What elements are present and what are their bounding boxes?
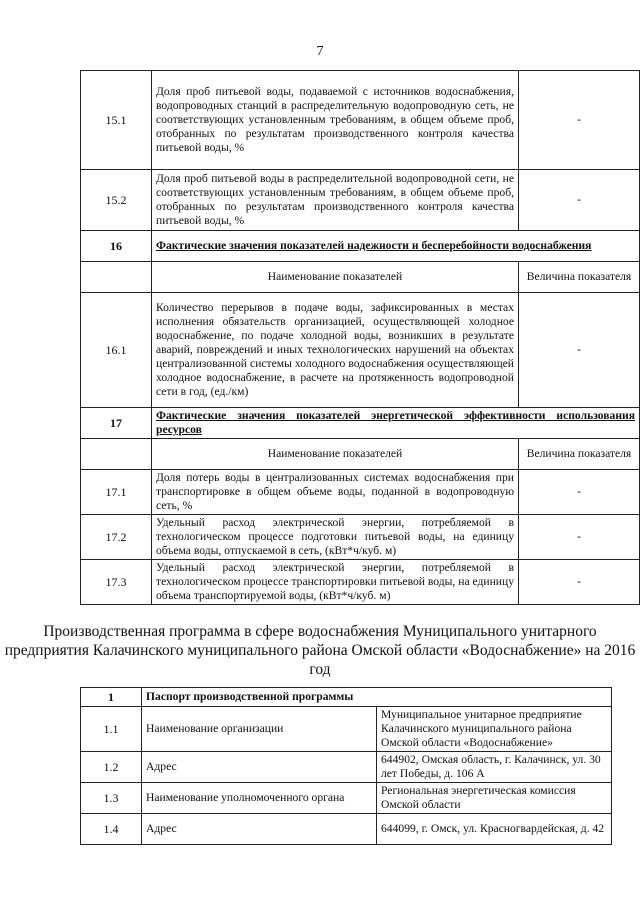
- section-number: 1: [81, 688, 142, 707]
- field-name: Наименование организации: [142, 707, 377, 752]
- section-number: 17: [81, 408, 152, 439]
- indicator-value: -: [519, 170, 640, 231]
- column-header-row: [81, 439, 640, 470]
- table-row: [81, 515, 640, 560]
- program-passport-table: [80, 687, 612, 845]
- section-title: Фактические значения показателей энергетической эффективности использования ресурсов: [152, 408, 640, 439]
- column-header-row: [81, 262, 640, 293]
- section-header-row: [81, 688, 612, 707]
- table-row: [81, 752, 612, 783]
- section-title: Фактические значения показателей надежности и бесперебойности водоснабжения: [152, 231, 640, 262]
- indicator-name: Удельный расход электрической энергии, потребляемой в технологическом процессе подготовки питьевой воды, на единицу объема воды, отпускаемой в сеть, (кВт*ч/куб. м): [152, 515, 519, 560]
- table-row: [81, 170, 640, 231]
- field-value: 644902, Омская область, г. Калачинск, ул. 30 лет Победы, д. 106 А: [377, 752, 612, 783]
- row-number: 1.4: [81, 814, 142, 845]
- table-row: [81, 71, 640, 170]
- table-row: [81, 814, 612, 845]
- row-number: 17.3: [81, 560, 152, 605]
- indicator-name: Доля проб питьевой воды, подаваемой с источников водоснабжения, водопроводных станций в распределительную водопроводную сеть, не соответствующих установленным требованиям, в общем объеме проб, отобранных по результатам производственного контроля качества питьевой воды, %: [152, 71, 519, 170]
- indicator-name: Доля потерь воды в централизованных системах водоснабжения при транспортировке в общем объеме воды, поданной в водопроводную сеть, %: [152, 470, 519, 515]
- column-header-value: Величина показателя: [519, 439, 640, 470]
- indicator-value: -: [519, 470, 640, 515]
- indicators-table: [80, 70, 640, 605]
- row-number: 15.1: [81, 71, 152, 170]
- column-header-name: Наименование показателей: [152, 262, 519, 293]
- table-row: [81, 293, 640, 408]
- row-number: 15.2: [81, 170, 152, 231]
- table-row: [81, 560, 640, 605]
- field-value: 644099, г. Омск, ул. Красногвардейская, д. 42: [377, 814, 612, 845]
- field-value: Муниципальное унитарное предприятие Калачинского муниципального района Омской области «Водоснабжение»: [377, 707, 612, 752]
- row-number: 1.3: [81, 783, 142, 814]
- field-name: Адрес: [142, 752, 377, 783]
- field-name: Наименование уполномоченного органа: [142, 783, 377, 814]
- row-number: 17.2: [81, 515, 152, 560]
- section-header-row: [81, 231, 640, 262]
- indicator-value: -: [519, 71, 640, 170]
- indicator-value: -: [519, 515, 640, 560]
- field-name: Адрес: [142, 814, 377, 845]
- row-number: 16.1: [81, 293, 152, 408]
- field-value: Региональная энергетическая комиссия Омской области: [377, 783, 612, 814]
- table-row: [81, 707, 612, 752]
- program-title: Производственная программа в сфере водоснабжения Муниципального унитарного предприятия Калачинского муниципального района Омской области «Водоснабжение» на 2016 год: [4, 623, 636, 678]
- indicator-value: -: [519, 560, 640, 605]
- indicator-name: Количество перерывов в подаче воды, зафиксированных в местах исполнения обязательств организацией, осуществляющей холодное водоснабжение, по подаче холодной воды, возникших в результате аварий, повреждений и иных технологических нарушений на объектах централизованной системы холодного водоснабжения осуществляющей холодное водоснабжение, в расчете на протяженность водопроводной сети в год, (ед./км): [152, 293, 519, 408]
- page-number: 7: [316, 44, 324, 59]
- row-number: 1.2: [81, 752, 142, 783]
- table-row: [81, 783, 612, 814]
- row-number: 1.1: [81, 707, 142, 752]
- section-header-row: [81, 408, 640, 439]
- section-number: 16: [81, 231, 152, 262]
- indicator-name: Удельный расход электрической энергии, потребляемой в технологическом процессе транспортировки питьевой воды, на единицу объема транспортируемой воды, (кВт*ч/куб. м): [152, 560, 519, 605]
- table-row: [81, 470, 640, 515]
- column-header-value: Величина показателя: [519, 262, 640, 293]
- column-header-name: Наименование показателей: [152, 439, 519, 470]
- indicator-name: Доля проб питьевой воды в распределительной водопроводной сети, не соответствующих установленным требованиям, в общем объеме проб, отобранных по результатам производственного контроля качества питьевой воды, %: [152, 170, 519, 231]
- row-number: 17.1: [81, 470, 152, 515]
- indicator-value: -: [519, 293, 640, 408]
- section-title: Паспорт производственной программы: [142, 688, 612, 707]
